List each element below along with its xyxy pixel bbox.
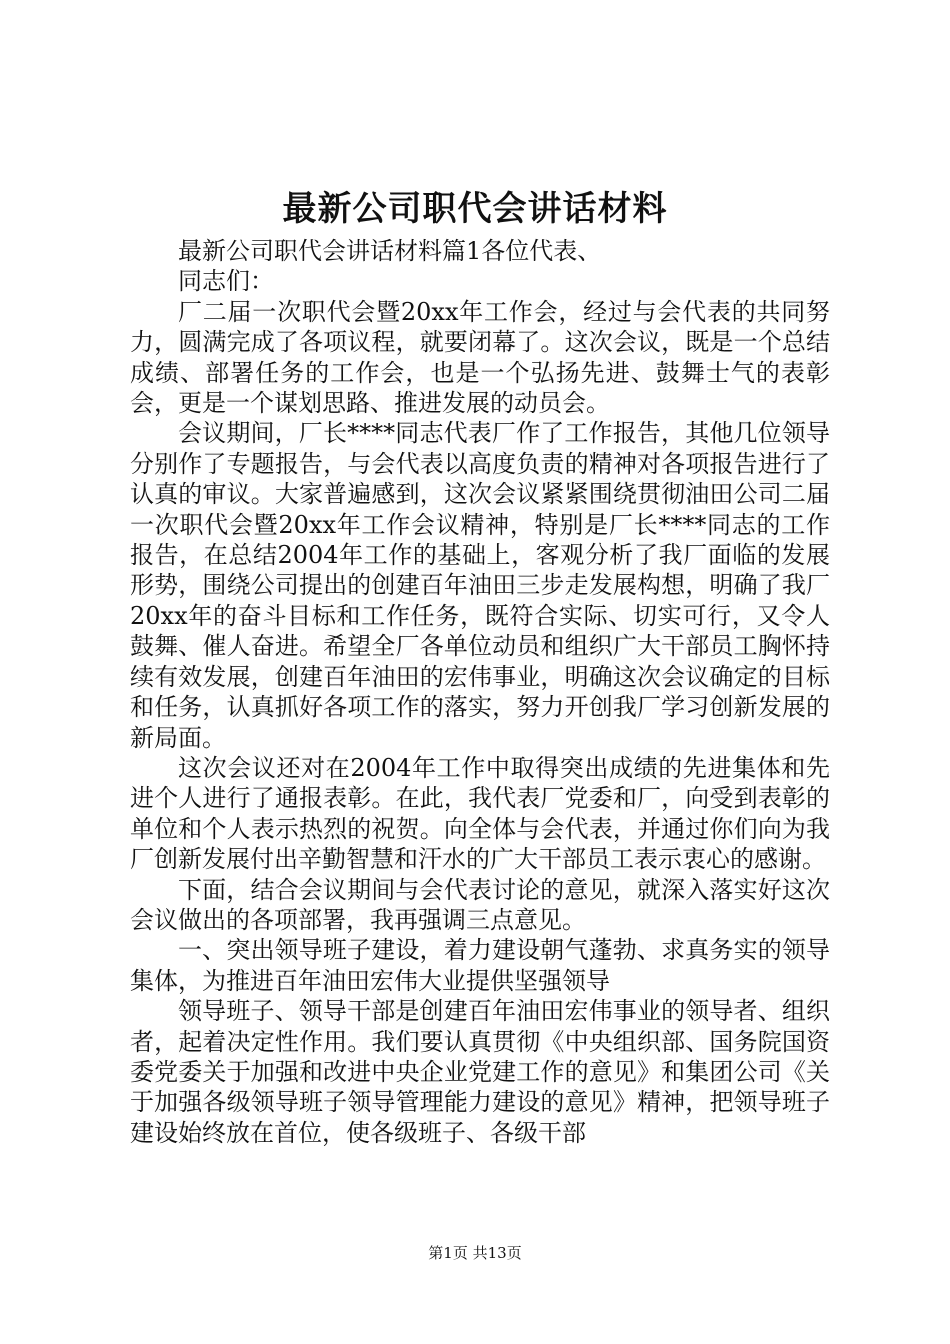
paragraph-3: 厂二届一次职代会暨20xx年工作会，经过与会代表的共同努力，圆满完成了各项议程，就要闭幕了。这次会议，既是一个总结成绩、部署任务的工作会，也是一个弘扬先进、鼓舞士气的表彰会，更是一个谋划思路、推进发展的动员会。 — [130, 297, 830, 418]
paragraph-1: 最新公司职代会讲话材料篇1各位代表、 — [178, 237, 602, 265]
document-body — [130, 236, 830, 1148]
paragraph-4: 会议期间，厂长****同志代表厂作了工作报告，其他几位领导分别作了专题报告，与会代表以高度负责的精神对各项报告进行了认真的审议。大家普遍感到，这次会议紧紧围绕贯彻油田公司二届一次职代会暨20xx年工作会议精神，特别是厂长****同志的工作报告，在总结2004年工作的基础上，客观分析了我厂面临的发展形势，围绕公司提出的创建百年油田三步走发展构想，明确了我厂20xx年的奋斗目标和工作任务，既符合实际、切实可行，又令人鼓舞、催人奋进。希望全厂各单位动员和组织广大干部员工胸怀持续有效发展，创建百年油田的宏伟事业，明确这次会议确定的目标和任务，认真抓好各项工作的落实，努力开创我厂学习创新发展的新局面。 — [130, 419, 830, 752]
paragraph-7: 一、突出领导班子建设，着力建设朝气蓬勃、求真务实的领导集体，为推进百年油田宏伟大业提供坚强领导 — [130, 936, 830, 995]
paragraph-8: 领导班子、领导干部是创建百年油田宏伟事业的领导者、组织者，起着决定性作用。我们要认真贯彻《中央组织部、国务院国资委党委关于加强和改进中央企业党建工作的意见》和集团公司《关于加强各级领导班子领导管理能力建设的意见》精神，把领导班子建设始终放在首位，使各级班子、各级干部 — [130, 997, 830, 1147]
page-footer: 第1页 共13页 — [428, 1244, 522, 1262]
paragraph-6: 下面，结合会议期间与会代表讨论的意见，就深入落实好这次会议做出的各项部署，我再强调三点意见。 — [130, 875, 830, 934]
paragraph-5: 这次会议还对在2004年工作中取得突出成绩的先进集体和先进个人进行了通报表彰。在此，我代表厂党委和厂，向受到表彰的单位和个人表示热烈的祝贺。向全体与会代表，并通过你们向为我厂创新发展付出辛勤智慧和汗水的广大干部员工表示衷心的感谢。 — [130, 753, 830, 874]
paragraph-2: 同志们： — [178, 267, 274, 296]
document-title: 最新公司职代会讲话材料 — [282, 189, 668, 229]
